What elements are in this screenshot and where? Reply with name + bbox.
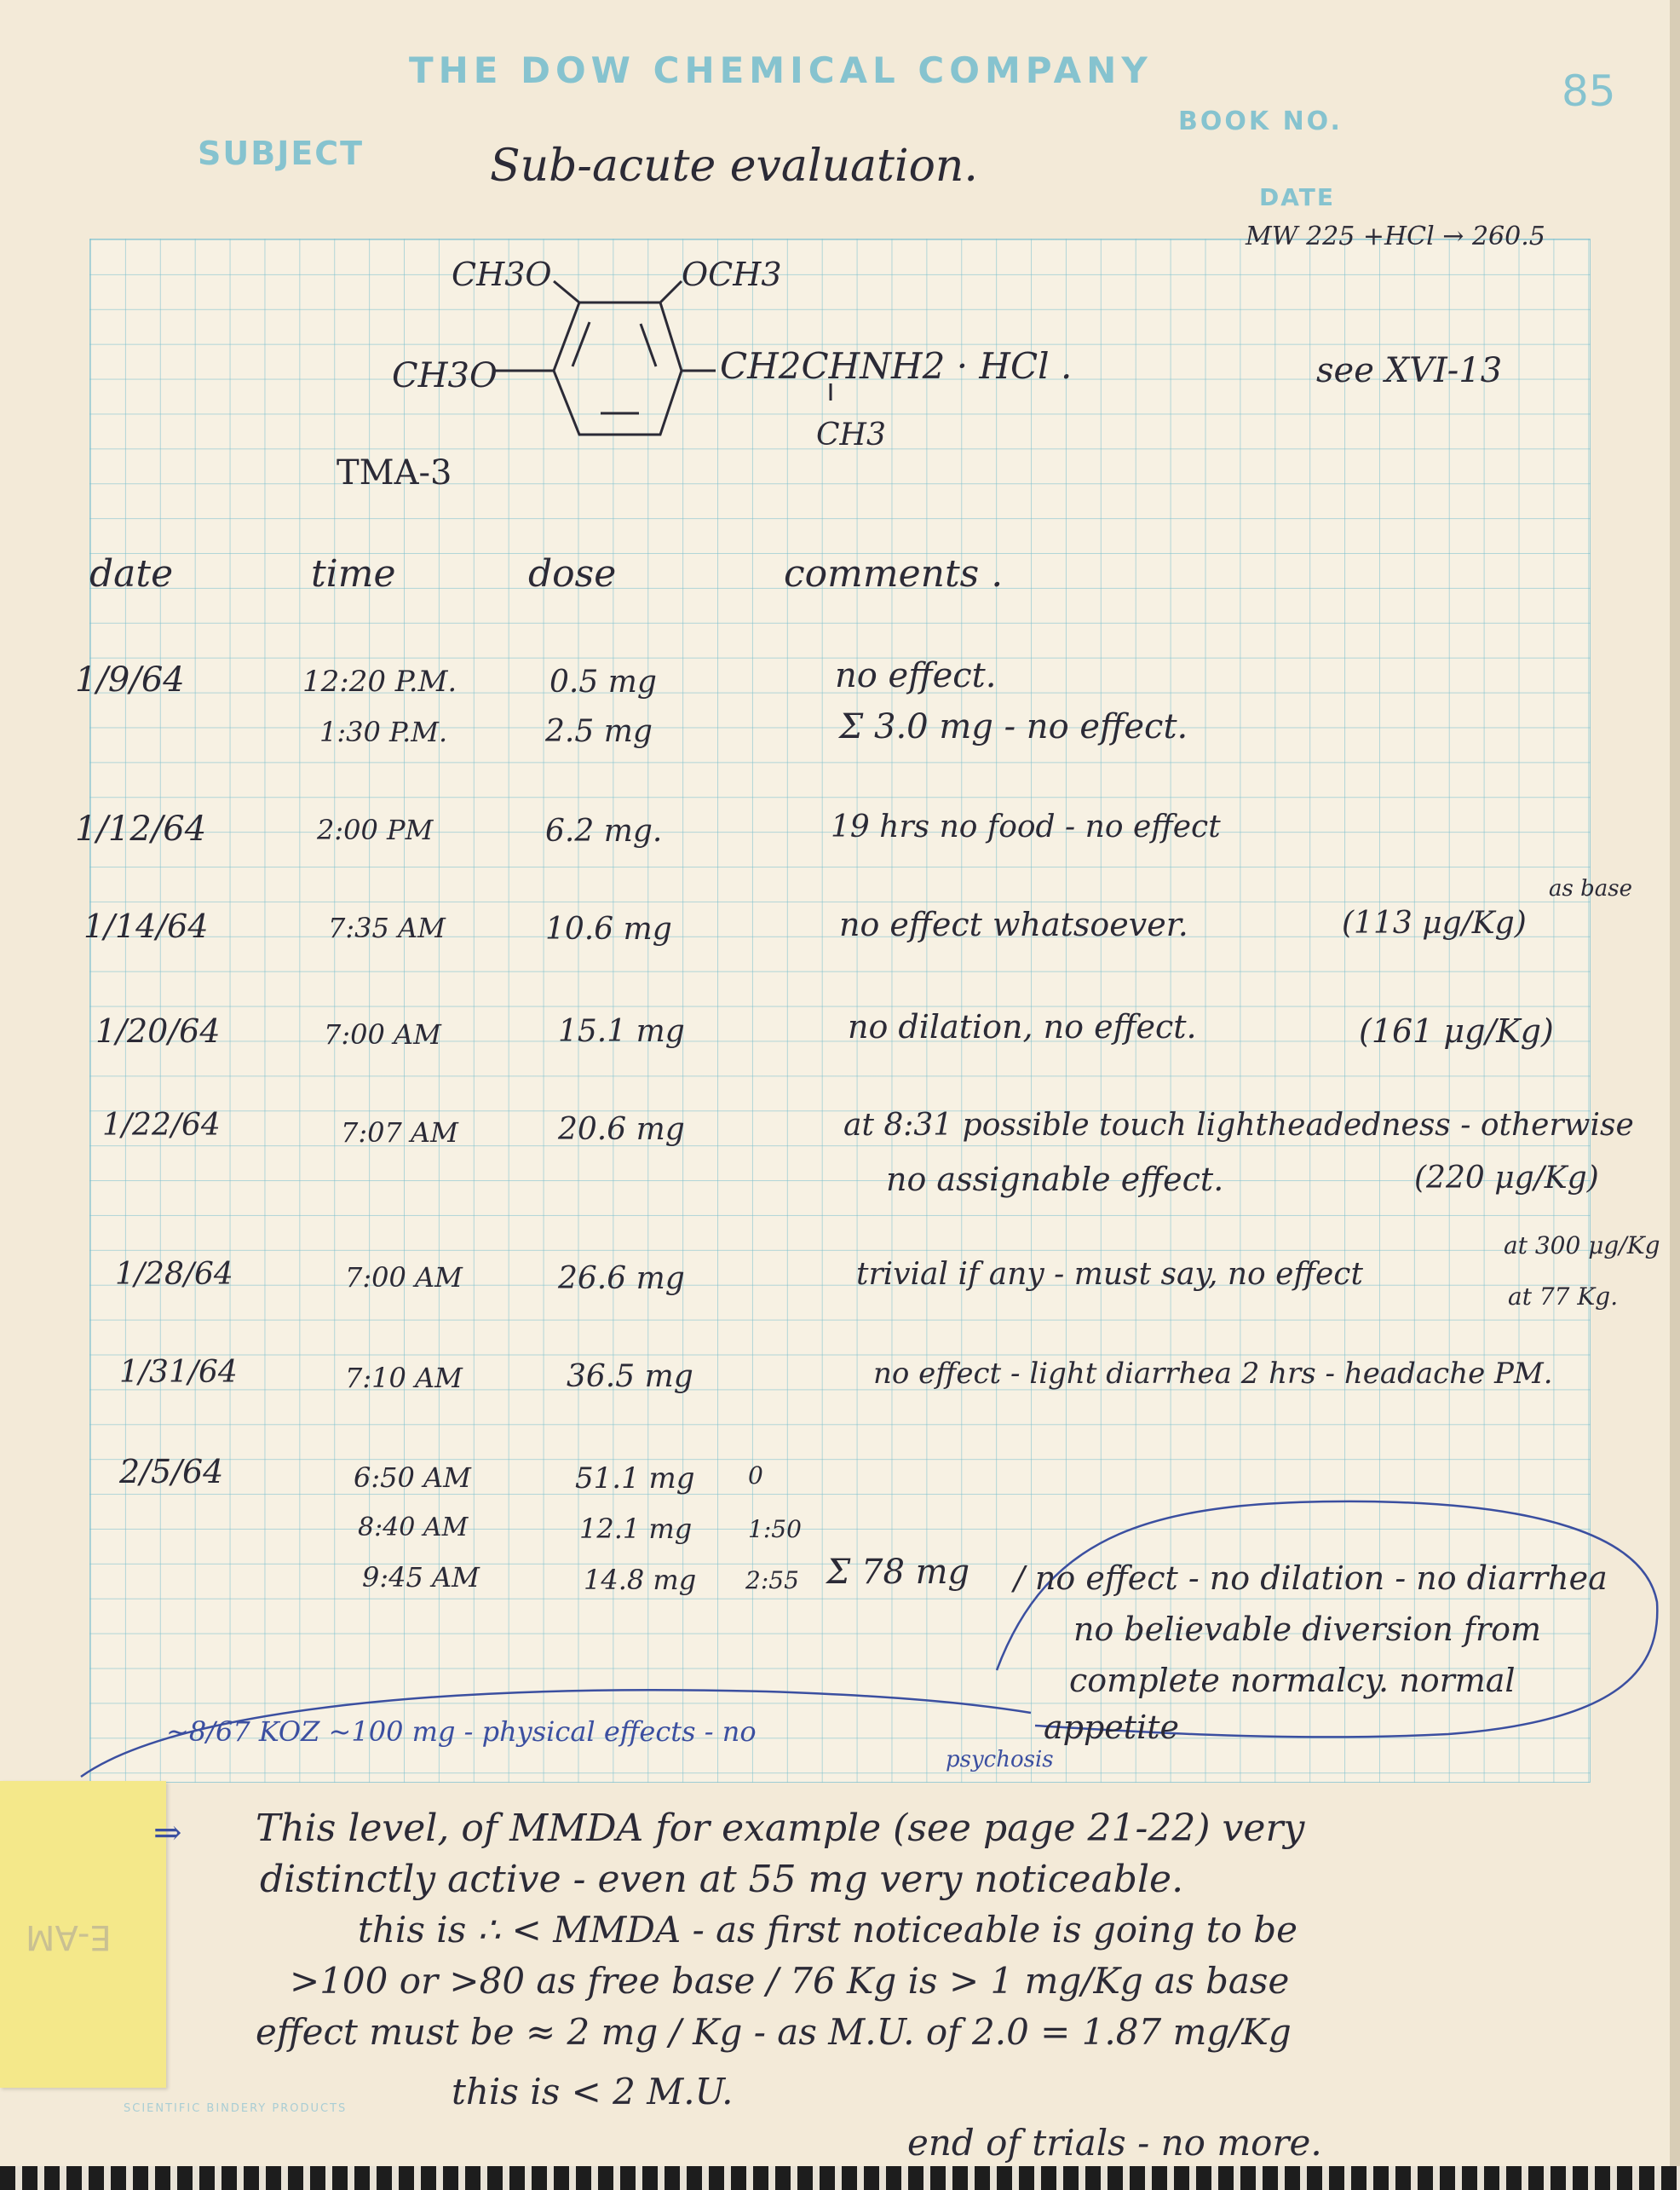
row-offset: 2:55 <box>745 1566 799 1594</box>
date-label: DATE <box>1259 183 1335 211</box>
row-date: 1/31/64 <box>119 1355 238 1390</box>
row-comment: Σ 3.0 mg - no effect. <box>839 707 1188 746</box>
row-comment: trivial if any - must say, no effect <box>856 1257 1363 1292</box>
conclusion-line: effect must be ≈ 2 mg / Kg - as M.U. of 2.0 = 1.87 mg/Kg <box>256 2011 1292 2053</box>
conclusion-line: >100 or >80 as free base / 76 Kg is > 1 mg/Kg as base <box>290 1960 1290 2002</box>
company-name: THE DOW CHEMICAL COMPANY <box>409 49 1153 91</box>
row-date: 1/9/64 <box>75 660 185 700</box>
row-comment: no effect whatsoever. <box>839 906 1188 943</box>
row-dose: 26.6 mg <box>558 1261 685 1296</box>
row-dose: 12.1 mg <box>579 1513 693 1545</box>
row-dose: 6.2 mg. <box>545 814 663 849</box>
molecular-weight-note: MW 225 +HCl → 260.5 <box>1246 222 1545 251</box>
row-dose: 14.8 mg <box>584 1564 697 1596</box>
circled-note-line: complete normalcy. normal <box>1069 1662 1516 1699</box>
compound-name: TMA-3 <box>337 453 452 493</box>
circled-note-line: appetite <box>1044 1709 1179 1746</box>
page-number: 85 <box>1562 66 1616 116</box>
side-chain: CH2CHNH2 · HCl . <box>720 345 1073 387</box>
row-time: 7:07 AM <box>341 1116 458 1149</box>
row-offset: 1:50 <box>748 1515 802 1543</box>
row-note: (220 μg/Kg) <box>1414 1161 1599 1196</box>
substituent-left: CH3O <box>392 356 498 395</box>
row-time: 7:00 AM <box>345 1261 463 1294</box>
row-time: 1:30 P.M. <box>319 716 448 748</box>
row-dose: 10.6 mg <box>545 912 672 947</box>
row-dose: 15.1 mg <box>558 1014 685 1049</box>
row-date: 1/12/64 <box>75 810 207 849</box>
row-dose: 20.6 mg <box>558 1112 685 1147</box>
substituent-top-right: OCH3 <box>682 256 782 293</box>
row-comment-continued: no assignable effect. <box>886 1161 1224 1198</box>
row-note: (161 μg/Kg) <box>1359 1012 1554 1050</box>
row-comment: 19 hrs no food - no effect <box>831 810 1221 844</box>
row-comment: no effect - light diarrhea 2 hrs - headache PM. <box>873 1357 1553 1391</box>
sticky-note-text: E-AM <box>26 1917 112 1957</box>
conclusion-arrow: ⇒ <box>153 1813 182 1853</box>
header-time: time <box>311 552 396 596</box>
later-note: ~8/67 KOZ ~100 mg - physical effects - no <box>166 1715 757 1748</box>
header-dose: dose <box>528 552 617 596</box>
conclusion-line: this is < 2 M.U. <box>452 2071 734 2112</box>
row-dose: 2.5 mg <box>545 714 653 749</box>
row-note-continued: at 77 Kg. <box>1508 1282 1619 1311</box>
spiral-binding-strip <box>0 2166 1680 2190</box>
row-offset: 0 <box>748 1461 763 1490</box>
row-note: at 300 μg/Kg <box>1504 1231 1660 1259</box>
row-time: 8:40 AM <box>358 1513 469 1542</box>
header-date: date <box>89 552 174 596</box>
sticky-note <box>0 1781 166 2088</box>
subject-value: Sub-acute evaluation. <box>490 141 978 192</box>
row-time: 7:00 AM <box>324 1018 441 1051</box>
row-time: 7:10 AM <box>345 1362 463 1394</box>
row-dose: 51.1 mg <box>575 1461 695 1496</box>
row-date: 1/14/64 <box>83 908 209 945</box>
see-reference: see XVI-13 <box>1316 351 1503 390</box>
row-dose: 0.5 mg <box>549 665 657 700</box>
row-time: 7:35 AM <box>328 912 446 944</box>
row-note-superscript: as base <box>1549 876 1632 902</box>
conclusion-line: This level, of MMDA for example (see page 21-22) very <box>256 1807 1305 1850</box>
row-comment: no dilation, no effect. <box>848 1008 1197 1046</box>
row-sum: Σ 78 mg <box>826 1553 970 1592</box>
row-time: 12:20 P.M. <box>302 665 457 699</box>
side-chain-methyl: CH3 <box>816 418 886 452</box>
row-time: 6:50 AM <box>354 1461 471 1494</box>
row-date: 1/20/64 <box>95 1012 221 1050</box>
row-time: 2:00 PM <box>317 814 434 846</box>
circled-note-line: / no effect - no dilation - no diarrhea <box>1014 1559 1608 1597</box>
conclusion-line: distinctly active - even at 55 mg very noticeable. <box>260 1858 1184 1901</box>
circled-note-line: no believable diversion from <box>1073 1611 1542 1648</box>
book-number-label: BOOK NO. <box>1178 107 1343 136</box>
row-comment: no effect. <box>835 656 997 695</box>
row-dose: 36.5 mg <box>567 1359 693 1394</box>
header-comments: comments . <box>784 552 1004 596</box>
conclusion-line: end of trials - no more. <box>907 2122 1322 2164</box>
conclusion-line: this is ∴ < MMDA - as first noticeable is going to be <box>358 1909 1298 1951</box>
row-date: 1/28/64 <box>115 1257 233 1292</box>
row-date: 2/5/64 <box>119 1453 224 1490</box>
substituent-top-left: CH3O <box>452 256 552 293</box>
printer-imprint: SCIENTIFIC BINDERY PRODUCTS <box>124 2102 348 2115</box>
row-time: 9:45 AM <box>362 1561 480 1594</box>
subject-label: SUBJECT <box>198 135 365 172</box>
row-comment: at 8:31 possible touch lightheadedness - otherwise <box>843 1108 1634 1143</box>
later-note-continued: psychosis <box>946 1747 1054 1772</box>
row-date: 1/22/64 <box>102 1108 221 1143</box>
row-note: (113 μg/Kg) <box>1342 906 1527 941</box>
